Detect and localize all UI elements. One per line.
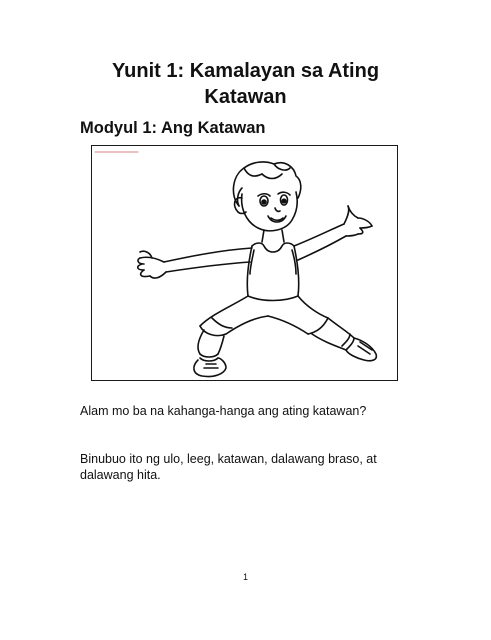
unit-title-line-1: Yunit 1: Kamalayan sa Ating: [111, 60, 380, 82]
page-number: 1: [242, 572, 248, 582]
unit-title-line-2: Katawan: [204, 86, 287, 108]
child-body-drawing-icon: [92, 146, 397, 380]
body-parts-paragraph: Binubuo ito ng ulo, leeg, katawan, dalawang braso, at dalawang hita.: [80, 452, 377, 482]
unit-title: [60, 58, 431, 110]
module-title: Modyul 1: Ang Katawan: [80, 119, 266, 137]
illustration-frame: [91, 145, 398, 381]
intro-paragraph: Alam mo ba na kahanga-hanga ang ating katawan?: [80, 404, 367, 418]
